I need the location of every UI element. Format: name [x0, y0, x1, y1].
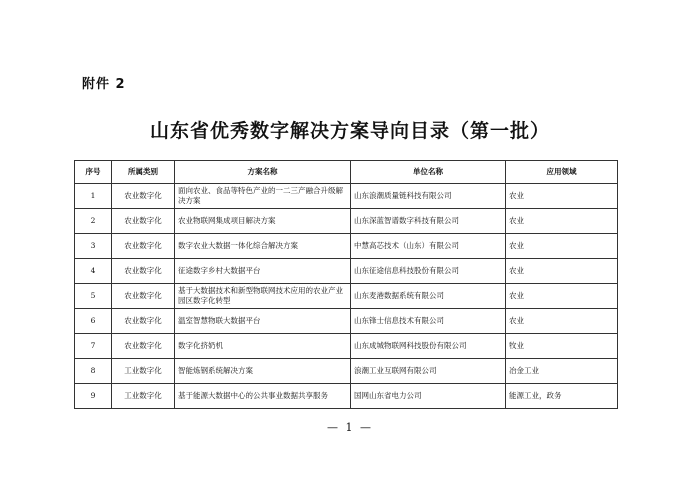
cell-category: 农业数字化 — [112, 309, 175, 334]
cell-field: 农业 — [506, 284, 618, 309]
cell-name: 面向农业、食品等特色产业的一二三产融合升级解决方案 — [175, 184, 351, 209]
table-row — [75, 234, 618, 259]
cell-category: 工业数字化 — [112, 359, 175, 384]
cell-unit: 山东浪潮质量链科技有限公司 — [351, 184, 506, 209]
header-category: 所属类别 — [112, 161, 175, 184]
table-row — [75, 284, 618, 309]
header-field: 应用领域 — [506, 161, 618, 184]
table-row — [75, 259, 618, 284]
cell-field: 牧业 — [506, 334, 618, 359]
table-row — [75, 359, 618, 384]
cell-no: 9 — [75, 384, 112, 409]
table-row — [75, 309, 618, 334]
cell-category: 农业数字化 — [112, 209, 175, 234]
cell-unit: 山东成城物联网科技股份有限公司 — [351, 334, 506, 359]
cell-field: 农业 — [506, 234, 618, 259]
cell-category: 农业数字化 — [112, 184, 175, 209]
cell-unit: 山东深蓝智谱数字科技有限公司 — [351, 209, 506, 234]
cell-name: 基于大数据技术和新型物联网技术应用的农业产业园区数字化转型 — [175, 284, 351, 309]
table-row — [75, 384, 618, 409]
cell-name: 数字化挤奶机 — [175, 334, 351, 359]
cell-no: 7 — [75, 334, 112, 359]
cell-no: 2 — [75, 209, 112, 234]
cell-field: 农业 — [506, 259, 618, 284]
cell-field: 能源工业，政务 — [506, 384, 618, 409]
cell-unit: 山东麦港数据系统有限公司 — [351, 284, 506, 309]
table-row — [75, 209, 618, 234]
document-title: 山东省优秀数字解决方案导向目录（第一批） — [149, 120, 550, 142]
cell-name: 数字农业大数据一体化综合解决方案 — [175, 234, 351, 259]
cell-no: 8 — [75, 359, 112, 384]
attachment-label: 附件 2 — [82, 77, 126, 92]
cell-category: 农业数字化 — [112, 334, 175, 359]
table-row — [75, 334, 618, 359]
page-number: — 1 — — [327, 421, 373, 434]
cell-unit: 浪潮工业互联网有限公司 — [351, 359, 506, 384]
cell-no: 1 — [75, 184, 112, 209]
cell-name: 征途数字乡村大数据平台 — [175, 259, 351, 284]
cell-name: 农业物联网集成项目解决方案 — [175, 209, 351, 234]
cell-field: 农业 — [506, 209, 618, 234]
solution-catalog-table — [74, 160, 618, 409]
cell-no: 5 — [75, 284, 112, 309]
table-header-row — [75, 161, 618, 184]
cell-no: 6 — [75, 309, 112, 334]
header-unit: 单位名称 — [351, 161, 506, 184]
table-row — [75, 184, 618, 209]
cell-name: 基于能源大数据中心的公共事业数据共享服务 — [175, 384, 351, 409]
cell-no: 3 — [75, 234, 112, 259]
header-name: 方案名称 — [175, 161, 351, 184]
cell-unit: 国网山东省电力公司 — [351, 384, 506, 409]
cell-category: 农业数字化 — [112, 234, 175, 259]
cell-category: 工业数字化 — [112, 384, 175, 409]
cell-unit: 山东征途信息科技股份有限公司 — [351, 259, 506, 284]
cell-field: 农业 — [506, 309, 618, 334]
cell-name: 智能炼钢系统解决方案 — [175, 359, 351, 384]
cell-no: 4 — [75, 259, 112, 284]
cell-name: 温室智慧物联大数据平台 — [175, 309, 351, 334]
cell-unit: 山东锋士信息技术有限公司 — [351, 309, 506, 334]
cell-unit: 中慧高芯技术（山东）有限公司 — [351, 234, 506, 259]
cell-field: 农业 — [506, 184, 618, 209]
cell-field: 冶金工业 — [506, 359, 618, 384]
cell-category: 农业数字化 — [112, 284, 175, 309]
header-no: 序号 — [75, 161, 112, 184]
cell-category: 农业数字化 — [112, 259, 175, 284]
